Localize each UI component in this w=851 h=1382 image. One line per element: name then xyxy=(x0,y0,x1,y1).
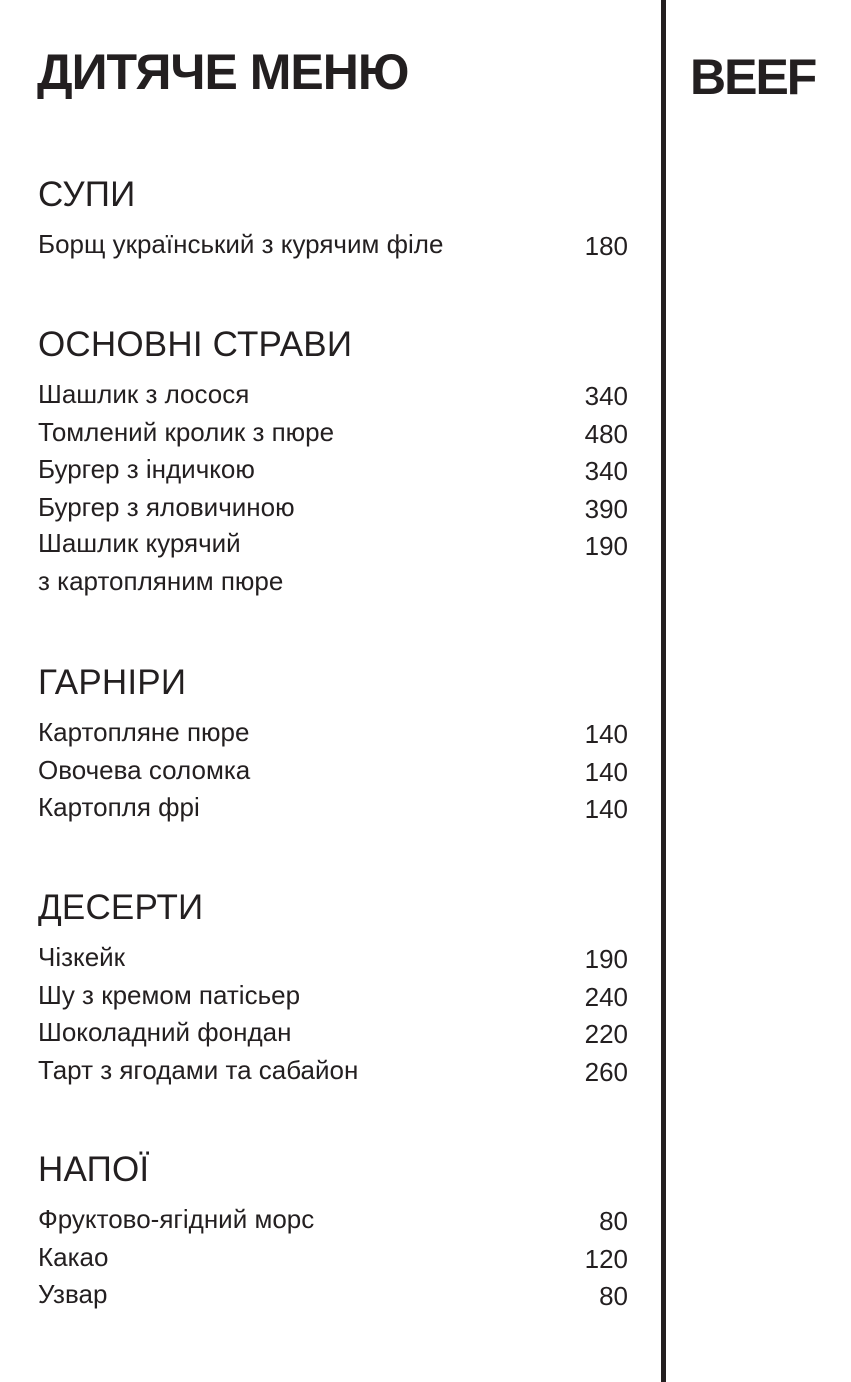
menu-item xyxy=(38,492,628,530)
section-soups xyxy=(38,177,628,267)
item-name: Шоколадний фондан xyxy=(38,1017,292,1047)
item-price: 80 xyxy=(599,1281,628,1311)
item-name: Тарт з ягодами та сабайон xyxy=(38,1054,359,1085)
item-name: Шашлик з лосося xyxy=(38,379,250,409)
menu-item xyxy=(38,379,628,417)
menu-item xyxy=(38,1055,628,1093)
item-price: 190 xyxy=(584,944,628,974)
item-price: 240 xyxy=(584,981,628,1012)
section-heading: ОСНОВНІ СТРАВИ xyxy=(38,325,353,364)
item-name: Борщ український з курячим філе xyxy=(38,229,444,259)
item-price: 140 xyxy=(584,756,628,787)
item-price: 140 xyxy=(584,794,628,824)
menu-item xyxy=(38,755,628,793)
menu-item xyxy=(38,417,628,455)
item-price: 140 xyxy=(584,719,628,749)
item-price: 390 xyxy=(584,493,628,524)
section-heading: ГАРНІРИ xyxy=(38,663,187,702)
menu-item xyxy=(38,1279,628,1317)
item-name: Чізкейк xyxy=(38,942,126,972)
menu-item xyxy=(38,529,628,604)
item-price: 180 xyxy=(584,231,628,261)
menu-item xyxy=(38,1204,628,1242)
section-heading: НАПОЇ xyxy=(38,1150,150,1189)
item-price: 120 xyxy=(584,1243,628,1274)
menu-item xyxy=(38,792,628,830)
item-name: Бургер з індичкою xyxy=(38,454,255,484)
item-name: Томлений кролик з пюре xyxy=(38,416,335,447)
section-drinks xyxy=(38,1152,628,1317)
brand-logo: BEEF xyxy=(690,49,816,105)
section-heading: СУПИ xyxy=(38,175,136,214)
menu-item xyxy=(38,980,628,1018)
item-name: Шу з кремом патісьер xyxy=(38,979,301,1010)
item-price: 480 xyxy=(584,418,628,449)
item-name: Бургер з яловичиною xyxy=(38,491,295,522)
menu-item xyxy=(38,1242,628,1280)
section-main-dishes xyxy=(38,327,628,604)
menu-item xyxy=(38,229,628,267)
item-price: 340 xyxy=(584,381,628,411)
menu-item xyxy=(38,717,628,755)
item-price: 340 xyxy=(584,456,628,486)
section-heading: ДЕСЕРТИ xyxy=(38,888,204,927)
item-price: 220 xyxy=(584,1019,628,1049)
item-name: Овочева соломка xyxy=(38,754,251,785)
item-name: Картопляне пюре xyxy=(38,717,250,747)
item-name: Картопля фрі xyxy=(38,792,200,822)
vertical-divider xyxy=(661,0,666,1382)
menu-title: ДИТЯЧЕ МЕНЮ xyxy=(37,44,409,100)
item-name: Какао xyxy=(38,1241,109,1272)
menu-item xyxy=(38,454,628,492)
section-sides xyxy=(38,665,628,830)
section-desserts xyxy=(38,890,628,1092)
item-name: Узвар xyxy=(38,1279,108,1309)
item-name: Шашлик курячий з картопляним пюре xyxy=(38,528,284,596)
item-price: 80 xyxy=(599,1206,628,1236)
item-price: 260 xyxy=(584,1056,628,1087)
item-price: 190 xyxy=(584,531,628,561)
menu-item xyxy=(38,1017,628,1055)
item-name: Фруктово-ягідний морс xyxy=(38,1204,315,1234)
menu-item xyxy=(38,942,628,980)
